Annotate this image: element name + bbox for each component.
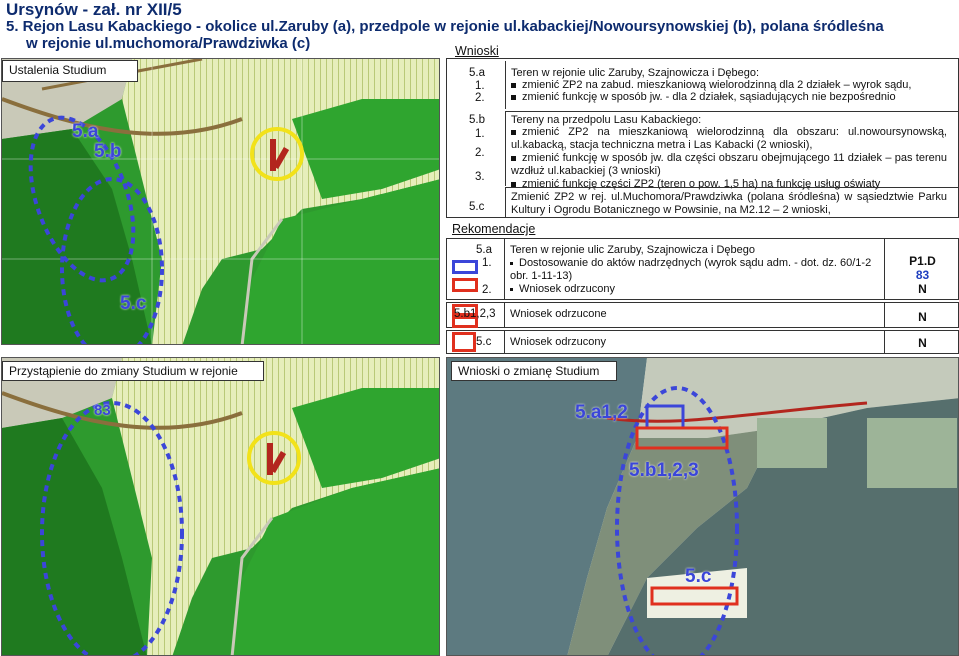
- page-title: Ursynów - zał. nr XII/5: [6, 0, 182, 19]
- map-label-5c-2: 5.c: [685, 566, 712, 587]
- rek-5a-num1: 1.: [482, 257, 492, 269]
- przystapienie-map-svg: [2, 358, 440, 656]
- map-label-83: 83: [94, 402, 111, 419]
- wnioski-5a-num1: 1.: [475, 80, 485, 92]
- rek-5a-status-n: N: [918, 282, 927, 296]
- studium-map: [1, 58, 440, 345]
- legend-red-box: [452, 278, 478, 292]
- rek-5b-status: N: [918, 310, 927, 324]
- wnioski-5b-code: 5.b: [469, 114, 485, 126]
- wnioski-5a-item1-text: zmienić ZP2 na zabud. mieszkaniową wielorodzinną dla 2 działek – wyrok sądu,: [522, 79, 912, 91]
- rek-5b-text: Wniosek odrzucone: [510, 308, 607, 320]
- page-subtitle: 5. Rejon Lasu Kabackiego - okolice ul.Zaruby (a), przedpole w rejonie ul.kabackiej/Nowoursynowskiej (b), polana śródleśna: [6, 18, 884, 35]
- wnioski-5b-num1: 1.: [475, 128, 485, 140]
- wnioski-5b-item3-text: zmienić funkcję części ZP2 (teren o pow. 1,5 ha) na funkcję usług oświaty: [522, 178, 881, 190]
- panel-label-przystapienie: Przystąpienie do zmiany Studium w rejonie: [2, 361, 264, 381]
- panel-label-wnioski-o-zmiane: Wnioski o zmianę Studium: [451, 361, 617, 381]
- rek-5b-code: 5.b1,2,3: [454, 308, 496, 320]
- rekomendacje-box: [446, 238, 959, 354]
- map-label-5b: 5.b: [94, 141, 122, 162]
- map-label-5a: 5.a: [72, 121, 99, 142]
- wnioski-5b-num2: 2.: [475, 147, 485, 159]
- wnioski-map: [446, 357, 959, 656]
- rek-5a-intro: Teren w rejonie ulic Zaruby, Szajnowicza i Dębego: [510, 244, 755, 256]
- wnioski-5b-num3: 3.: [475, 171, 485, 183]
- wnioski-map-svg: [447, 358, 959, 656]
- rek-5a-item1-text: Dostosowanie do aktów nadrzędnych (wyrok sądu adm. - dot. dz. 60/1-2 obr. 1-11-13): [510, 257, 872, 282]
- wnioski-5b-item1: [511, 126, 947, 152]
- wnioski-5a-item2: [511, 91, 951, 104]
- map-label-5b123: 5.b1,2,3: [629, 460, 699, 481]
- wnioski-5a-code: 5.a: [469, 67, 485, 79]
- rek-5c-status: N: [918, 336, 927, 350]
- rekomendacje-heading: Rekomendacje: [452, 222, 536, 236]
- wnioski-5b-item2-text: zmienić funkcję w sposób jw. dla części obszaru obejmującego 11 działek – pas terenu wzdłuż ul.kabackiej (3 wnioski): [511, 152, 947, 177]
- wnioski-5b-item1-text: zmienić ZP2 na mieszkaniową wielorodzinną dla obszaru: ul.nowoursynowską, ul.kabacką, stacja techniczna metra i Las Kabacki (2 wnioski),: [511, 126, 947, 151]
- page-subtitle-continued: w rejonie ul.muchomora/Prawdziwka (c): [26, 35, 311, 52]
- rek-5a-item1: [510, 257, 882, 283]
- rek-5c-code: 5.c: [476, 336, 492, 348]
- rek-5a-status-83: 83: [915, 268, 930, 282]
- rek-5a-num2: 2.: [482, 284, 492, 296]
- wnioski-5a-num2: 2.: [475, 92, 485, 104]
- rek-5a-item2-text: Wniosek odrzucony: [519, 283, 615, 295]
- wnioski-5a-item2-text: zmienić funkcję w sposób jw. - dla 2 działek, sąsiadujących nie bezpośrednio: [522, 91, 896, 103]
- map-label-5c: 5.c: [120, 293, 147, 314]
- wnioski-heading: Wnioski: [455, 44, 499, 58]
- wnioski-5a-intro: Teren w rejonie ulic Zaruby, Szajnowicza i Dębego:: [511, 67, 760, 79]
- map-label-5a12: 5.a1,2: [575, 402, 628, 423]
- wnioski-5c-code: 5.c: [469, 201, 485, 213]
- wnioski-5c-text: Zmienić ZP2 w rej. ul.Muchomora/Prawdziwka (polana śródleśna) w sąsiedztwie Parku Kultury i Ogrodu Botanicznego w Powsinie, na M2.12 – 2 wnioski,: [511, 191, 947, 216]
- rek-5a-status-p1d: P1.D: [909, 254, 936, 268]
- przystapienie-map: [1, 357, 440, 656]
- studium-map-svg: [2, 59, 440, 345]
- wnioski-box: [446, 58, 959, 218]
- wnioski-5b-item2: [511, 152, 947, 178]
- rek-5a-item2: [510, 283, 882, 296]
- rek-5c-text: Wniosek odrzucony: [510, 336, 606, 348]
- legend-blue-box: [452, 260, 478, 274]
- legend-red-box-c: [452, 332, 476, 352]
- wnioski-5b-intro: Tereny na przedpolu Lasu Kabackiego:: [511, 114, 702, 126]
- rek-5a-code: 5.a: [476, 244, 492, 256]
- panel-label-studium: Ustalenia Studium: [2, 60, 138, 82]
